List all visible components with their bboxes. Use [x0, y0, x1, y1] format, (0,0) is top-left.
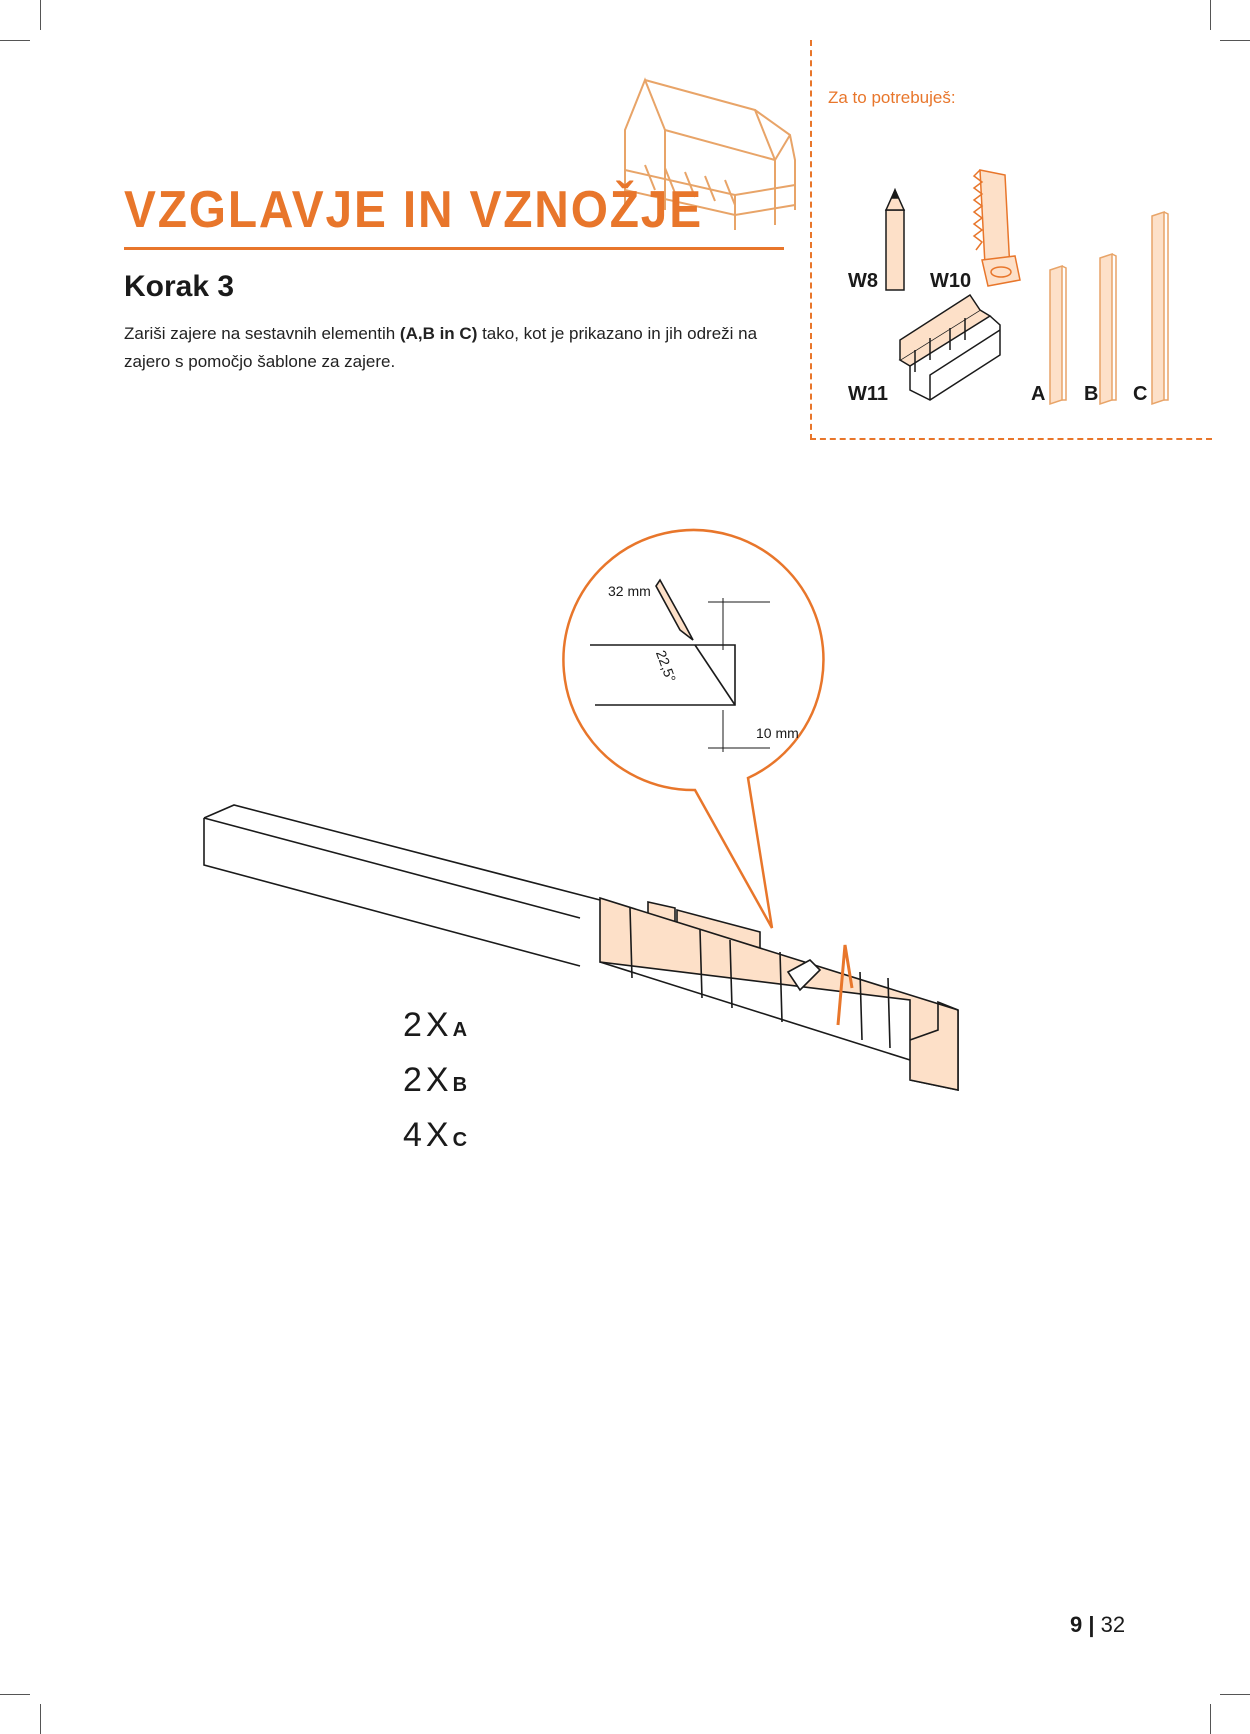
crop-mark: [1210, 0, 1211, 30]
description-text: Zariši zajere na sestavnih elementih: [124, 324, 400, 343]
cutting-illustration: [180, 520, 980, 1120]
angle-label: 22,5°: [652, 648, 680, 685]
tool-label-w10: W10: [930, 270, 972, 292]
crop-mark: [0, 40, 30, 41]
crop-mark: [1220, 1694, 1250, 1695]
tool-label-b: B: [1084, 383, 1099, 405]
crop-mark: [0, 1694, 30, 1695]
tools-illustration: [870, 160, 1210, 420]
saw-icon: [974, 170, 1020, 286]
dimension-top: 32 mm: [608, 583, 651, 599]
miter-box: [600, 898, 958, 1090]
step-description: [124, 320, 764, 376]
plank-c-icon: [1152, 212, 1168, 404]
page-number: 9 | 32: [1070, 1612, 1126, 1637]
wood-plank: [204, 805, 600, 966]
title-underline: [124, 247, 784, 250]
tool-label-a: A: [1031, 383, 1046, 405]
quantity-row: 2 X B: [403, 1061, 468, 1099]
quantity-row: 4 X C: [403, 1116, 468, 1154]
tool-label-w8: W8: [848, 270, 878, 292]
plank-a-icon: [1050, 266, 1066, 404]
miter-box-icon: [900, 295, 1000, 400]
tool-label-c: C: [1133, 383, 1148, 405]
crop-mark: [1210, 1704, 1211, 1734]
plank-b-icon: [1100, 254, 1116, 404]
step-heading: Korak 3: [124, 270, 235, 303]
tool-label-w11: W11: [848, 383, 889, 405]
page-title: VZGLAVJE IN VZNOŽJE: [124, 181, 704, 239]
quantity-row: 2 X A: [403, 1006, 468, 1044]
crop-mark: [1220, 40, 1250, 41]
pencil-icon: [886, 190, 904, 290]
tools-heading: Za to potrebuješ:: [828, 88, 956, 107]
quantity-list: [403, 1000, 467, 1165]
dimension-bottom: 10 mm: [756, 725, 799, 741]
crop-mark: [40, 1704, 41, 1734]
description-text: tako, kot je prikazano in jih odreži na zajero s pomočjo šablone za zajere.: [124, 324, 758, 371]
crop-mark: [40, 0, 41, 30]
description-parts: (A,B in C): [399, 324, 478, 343]
